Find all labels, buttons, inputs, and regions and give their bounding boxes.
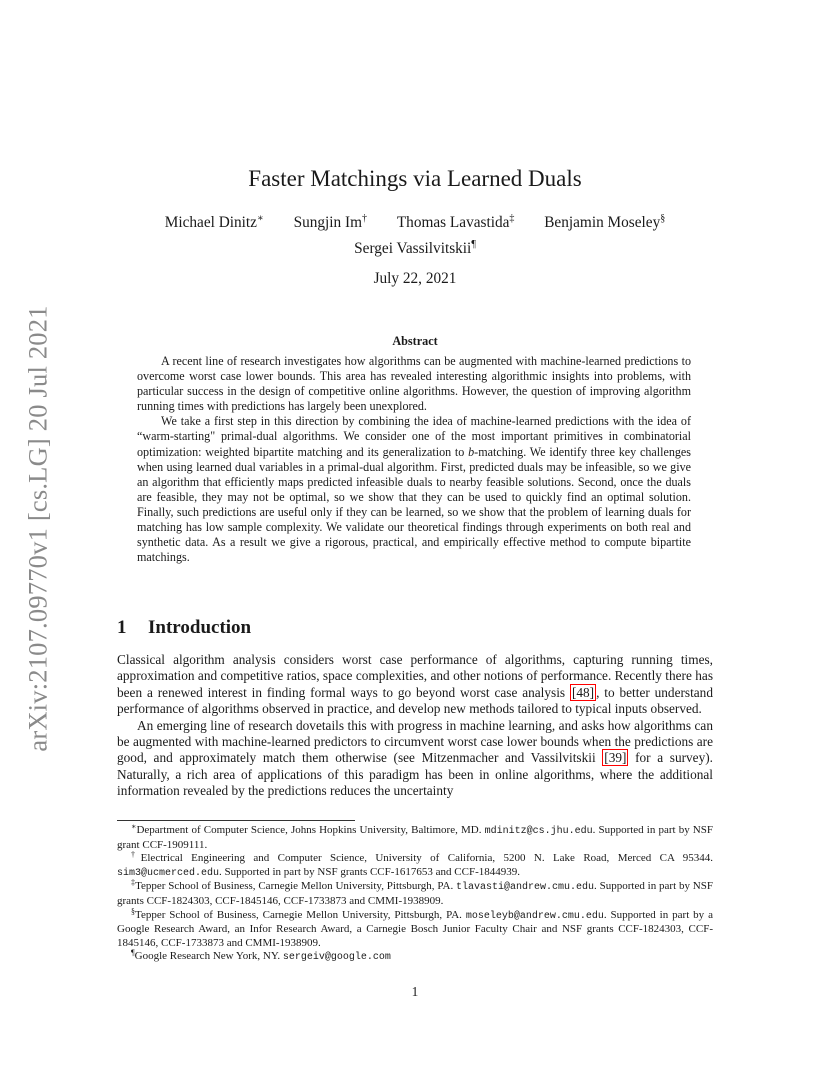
section-number: 1 [117,617,127,638]
page-number: 1 [411,984,419,999]
abstract-paragraph: A recent line of research investigates how algorithms can be augmented with machine-learned predictions to overcome worst case lower bounds. This area has revealed interesting algorithmic insights into problems, with particular success in the design of competitive online algorithms. However, the question of improving algorithm running times with predictions has largely been unexplored. [137,354,691,414]
abstract-heading: Abstract [392,334,438,348]
body-paragraph: An emerging line of research dovetails this with progress in machine learning, and asks how algorithms can be augmented with machine-learned predictors to circumvent worst case lower bounds when the predictions are good, and approximately match them otherwise (see Mitzenmacher and Vassilvitskii [39] for a survey). Naturally, a rich area of applications of this paradigm has been in online algorithms, where the additional information revealed by the predictions reduces the uncertainty [117,717,713,799]
author: Sergei Vassilvitskii¶ [354,239,476,257]
paper-title: Faster Matchings via Learned Duals [248,166,582,191]
email-address: sim3@ucmerced.edu [117,867,220,879]
email-address: mdinitz@cs.jhu.edu [484,826,593,837]
author: Sungjin Im† [293,213,367,231]
section-title: Introduction [148,617,252,638]
footnote: ‡Tepper School of Business, Carnegie Mellon University, Pittsburgh, PA. tlavasti@andrew.cmu.edu. Supported in part by NSF grants CCF-1824303, CCF-1845146, CCF-1733873 and CMMI-1938909. [117,878,713,907]
author-list [117,210,713,262]
citation-link[interactable]: [48] [571,684,595,700]
author-row-2 [117,236,713,262]
author-row-1 [117,210,713,236]
email-address: tlavasti@andrew.cmu.edu [456,882,595,894]
abstract-paragraph: We take a first step in this direction by combining the idea of machine-learned predictions with the idea of “warm-starting" primal-dual algorithms. We consider one of the most important primitives in combinatorial optimization: weighted bipartite matching and its generalization to b-matching. We identify three key challenges when using learned dual variables in a primal-dual algorithm. First, predicted duals may be infeasible, so we give an algorithm that efficiently maps predicted infeasible duals to nearby feasible solutions. Second, once the duals are feasible, they may not be optimal, so we show that they can be used to quickly find an optimal solution. Finally, such predictions are useful only if they can be learned, so we show that the problem of learning duals for matching has low sample complexity. We validate our theoretical findings through experiments on both real and synthetic data. As a result we give a rigorous, practical, and empirically effective method to compute bipartite matchings. [137,414,691,565]
footnote: ¶Google Research New York, NY. sergeiv@google.com [131,948,391,964]
section-heading [117,617,251,639]
affiliation-mark: ‡ [509,213,515,224]
footnote: ∗Department of Computer Science, Johns Hopkins University, Baltimore, MD. mdinitz@cs.jhu.edu. Supported in part by NSF grant CCF-1909111. [117,822,713,851]
publication-date: July 22, 2021 [373,270,457,287]
author: Michael Dinitz∗ [164,213,264,231]
footnote-rule [117,820,355,821]
body-paragraph: Classical algorithm analysis considers worst case performance of algorithms, capturing running times, approximation and competitive ratios, space complexities, and other notions of performance. Recently there has been a renewed interest in finding formal ways to go beyond worst case analysis [48] , to better understand performance of algorithms observed in practice, and develop new methods tailored to typical inputs observed. [117,652,713,717]
footnote: †Electrical Engineering and Computer Science, University of California, 5200 N. Lake Road, Merced CA 95344. sim3@ucmerced.edu. Supported in part by NSF grants CCF-1617653 and CCF-1844939. [117,850,714,879]
footnote: §Tepper School of Business, Carnegie Mellon University, Pittsburgh, PA. moseleyb@andrew.cmu.edu. Supported in part by a Google Research Award, an Infor Research Award, a Carnegie Bosch Junior Faculty Chair and NSF grants CCF-1824303, CCF-1845146, CCF-1733873 and CMMI-1938909. [117,906,713,949]
author: Benjamin Moseley§ [544,213,666,231]
author: Thomas Lavastida‡ [396,213,515,231]
arxiv-stamp [18,298,58,758]
abstract [137,354,691,565]
email-address: moseleyb@andrew.cmu.edu [465,910,604,922]
affiliation-mark: ∗ [256,213,264,224]
email-address: sergeiv@google.com [282,952,391,964]
affiliation-mark: ¶ [471,239,476,250]
affiliation-mark: § [660,213,666,224]
affiliation-mark: † [362,213,367,224]
arxiv-id: arXiv:2107.09770v1 [cs.LG] 20 Jul 2021 [22,304,53,752]
citation-link[interactable]: [39] [604,750,627,766]
footnotes [117,824,713,965]
section-body [117,652,713,800]
